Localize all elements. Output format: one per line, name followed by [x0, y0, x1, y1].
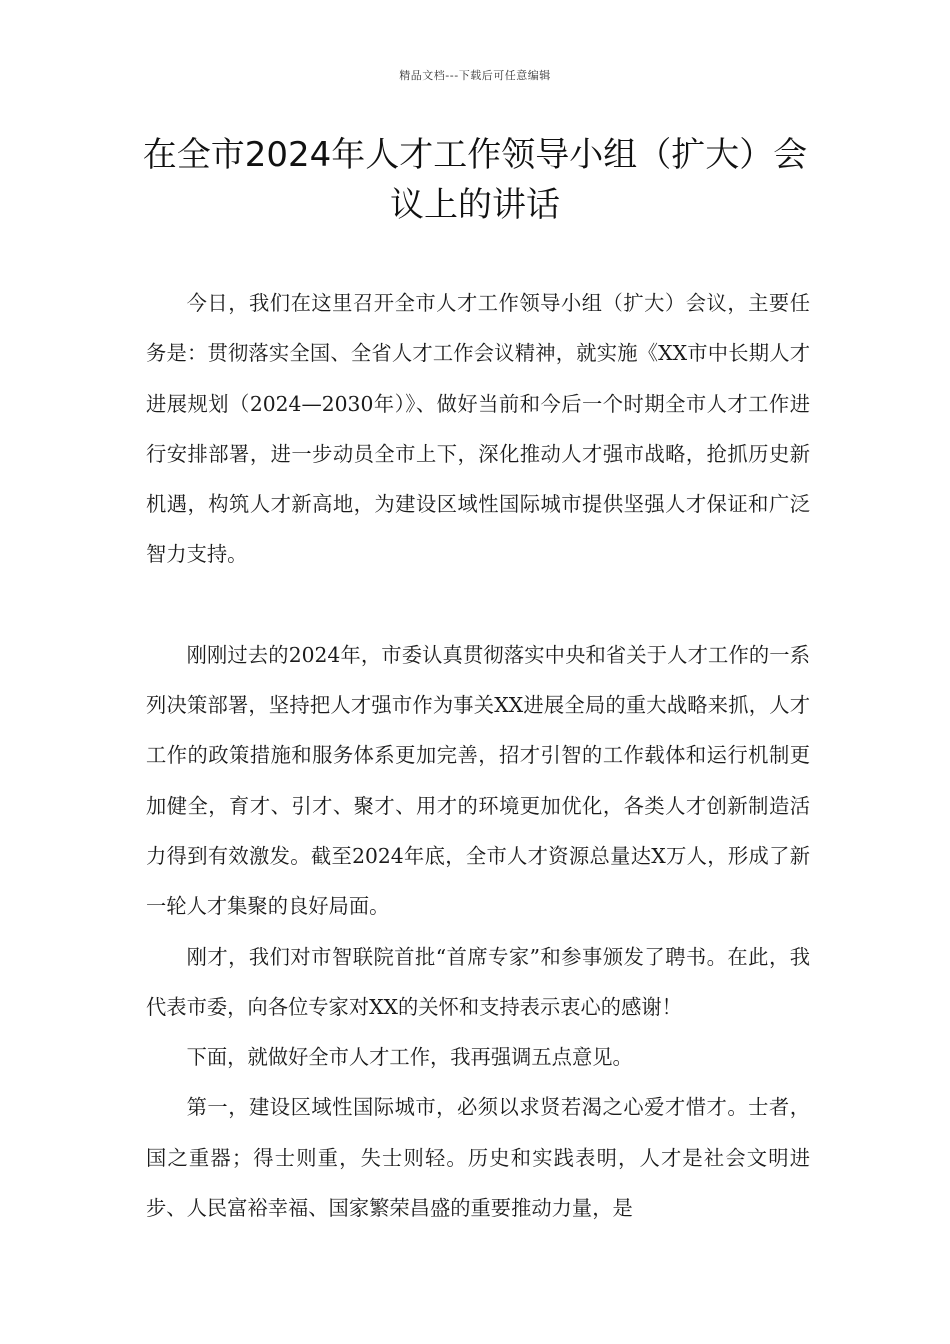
paragraph: 下面，就做好全市人才工作，我再强调五点意见。: [186, 1045, 633, 1070]
paragraph: 今日，我们在这里召开全市人才工作领导小组（扩大）会议，主要任务是：贯彻落实全国、全省人才工作会议精神，就实施《XX市中长期人才进展规划（2024—2030年）》、做好当前和今后一个时期全市人才工作进行安排部署，进一步动员全市上下，深化推动人才强市战略，抢抓历史新机遇，构筑人才新高地，为建设区域性国际城市提供坚强人才保证和广泛智力支持。: [146, 291, 810, 567]
document-body: [146, 278, 810, 1233]
paragraph: 刚刚过去的2024年，市委认真贯彻落实中央和省关于人才工作的一系列决策部署，坚持把人才强市作为事关XX进展全局的重大战略来抓，人才工作的政策措施和服务体系更加完善，招才引智的工作载体和运行机制更加健全，育才、引才、聚才、用才的环境更加优化，各类人才创新制造活力得到有效激发。截至2024年底，全市人才资源总量达X万人，形成了新一轮人才集聚的良好局面。: [146, 642, 810, 919]
header-note: 精品文档---下载后可任意编辑: [399, 69, 551, 82]
paragraph: 刚才，我们对市智联院首批“首席专家”和参事颁发了聘书。在此，我代表市委，向各位专家对XX的关怀和支持表示衷心的感谢！: [146, 944, 810, 1019]
paragraph: 第一，建设区域性国际城市，必须以求贤若渴之心爱才惜才。士者，国之重器；得士则重，失士则轻。历史和实践表明，人才是社会文明进步、人民富裕幸福、国家繁荣昌盛的重要推动力量，是: [146, 1095, 810, 1221]
page-title: 在全市2024年人才工作领导小组（扩大）会议上的讲话: [142, 135, 808, 225]
